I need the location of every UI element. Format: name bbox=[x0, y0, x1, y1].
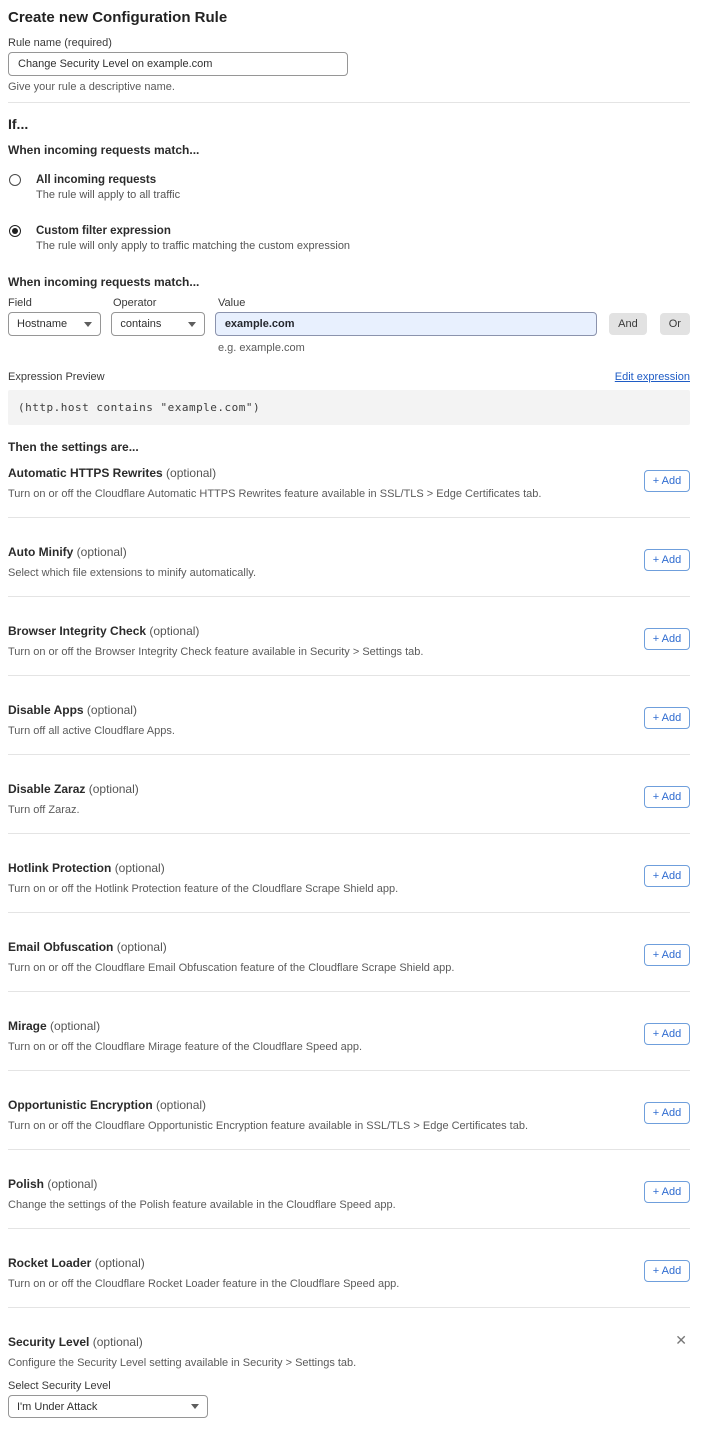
setting-name: Browser Integrity Check bbox=[8, 624, 147, 638]
chevron-down-icon bbox=[84, 322, 92, 327]
add-button[interactable]: + Add bbox=[644, 1102, 690, 1124]
rule-name-hint: Give your rule a descriptive name. bbox=[8, 81, 175, 93]
field-label: Field bbox=[8, 297, 32, 309]
setting-name: Email Obfuscation bbox=[8, 940, 114, 954]
setting-description: Turn off all active Cloudflare Apps. bbox=[8, 725, 175, 737]
if-heading: If... bbox=[8, 116, 29, 132]
setting-description: Turn on or off the Cloudflare Email Obfuscation feature of the Cloudflare Scrape Shield app. bbox=[8, 962, 455, 974]
setting-optional-label: (optional) bbox=[50, 1019, 101, 1033]
security-level-description: Configure the Security Level setting available in Security > Settings tab. bbox=[8, 1357, 357, 1369]
field-select[interactable] bbox=[8, 312, 101, 336]
setting-optional-label: (optional) bbox=[114, 861, 165, 875]
setting-name: Mirage bbox=[8, 1019, 47, 1033]
expression-builder-row bbox=[8, 312, 690, 336]
setting-optional-label: (optional) bbox=[47, 1177, 98, 1191]
expression-preview-code: (http.host contains "example.com") bbox=[8, 390, 690, 425]
setting-row bbox=[8, 1150, 690, 1229]
setting-optional-label: (optional) bbox=[76, 545, 127, 559]
or-button[interactable]: Or bbox=[660, 313, 690, 335]
radio-label: Custom filter expression bbox=[36, 225, 171, 237]
rule-name-input[interactable] bbox=[8, 52, 348, 76]
setting-name: Security Level bbox=[8, 1335, 90, 1349]
operator-label: Operator bbox=[113, 297, 157, 309]
setting-name: Opportunistic Encryption bbox=[8, 1098, 153, 1112]
add-button[interactable]: + Add bbox=[644, 549, 690, 571]
then-settings-heading: Then the settings are... bbox=[8, 440, 139, 454]
incoming-requests-subheading: When incoming requests match... bbox=[8, 143, 200, 157]
setting-name: Disable Zaraz bbox=[8, 782, 86, 796]
setting-row bbox=[8, 676, 690, 755]
security-level-section bbox=[8, 1308, 690, 1418]
setting-name: Automatic HTTPS Rewrites bbox=[8, 466, 163, 480]
section-divider bbox=[8, 102, 690, 103]
setting-name: Hotlink Protection bbox=[8, 861, 112, 875]
value-input[interactable] bbox=[215, 312, 597, 336]
security-select-label: Select Security Level bbox=[8, 1380, 111, 1392]
radio-option[interactable] bbox=[8, 224, 690, 253]
settings-list bbox=[8, 454, 690, 1308]
setting-row bbox=[8, 992, 690, 1071]
setting-optional-label: (optional) bbox=[149, 624, 200, 638]
add-button[interactable]: + Add bbox=[644, 1181, 690, 1203]
expression-builder-labels bbox=[8, 297, 690, 309]
setting-description: Change the settings of the Polish feature available in the Cloudflare Speed app. bbox=[8, 1199, 396, 1211]
chevron-down-icon bbox=[191, 1404, 199, 1409]
setting-optional-label: (optional) bbox=[94, 1256, 145, 1270]
security-level-select-value: I'm Under Attack bbox=[17, 1400, 98, 1413]
add-button[interactable]: + Add bbox=[644, 707, 690, 729]
setting-name: Auto Minify bbox=[8, 545, 74, 559]
setting-optional-label: (optional) bbox=[86, 703, 137, 717]
setting-row bbox=[8, 834, 690, 913]
and-button[interactable]: And bbox=[609, 313, 647, 335]
setting-row bbox=[8, 1071, 690, 1150]
setting-optional-label: (optional) bbox=[156, 1098, 207, 1112]
setting-description: Turn on or off the Cloudflare Rocket Loader feature in the Cloudflare Speed app. bbox=[8, 1278, 400, 1290]
add-button[interactable]: + Add bbox=[644, 470, 690, 492]
setting-optional-label: (optional) bbox=[166, 466, 217, 480]
setting-optional-label: (optional) bbox=[92, 1335, 143, 1349]
add-button[interactable]: + Add bbox=[644, 628, 690, 650]
setting-optional-label: (optional) bbox=[88, 782, 139, 796]
security-level-select[interactable] bbox=[8, 1395, 208, 1418]
radio-label: All incoming requests bbox=[36, 174, 157, 186]
page-title: Create new Configuration Rule bbox=[8, 9, 228, 26]
rule-name-label: Rule name (required) bbox=[8, 37, 112, 49]
setting-description: Turn on or off the Browser Integrity Check feature available in Security > Settings tab. bbox=[8, 646, 424, 658]
add-button[interactable]: + Add bbox=[644, 1023, 690, 1045]
expression-match-heading: When incoming requests match... bbox=[8, 275, 200, 289]
setting-description: Select which file extensions to minify automatically. bbox=[8, 567, 257, 579]
add-button[interactable]: + Add bbox=[644, 865, 690, 887]
operator-select-value: contains bbox=[120, 318, 162, 330]
radio-option[interactable] bbox=[8, 173, 690, 202]
add-button[interactable]: + Add bbox=[644, 786, 690, 808]
value-label: Value bbox=[218, 297, 246, 309]
add-button[interactable]: + Add bbox=[644, 1260, 690, 1282]
radio-description: The rule will apply to all traffic bbox=[36, 189, 181, 201]
setting-name: Rocket Loader bbox=[8, 1256, 92, 1270]
setting-description: Turn on or off the Cloudflare Opportunistic Encryption feature available in SSL/TLS > Edge Certificates tab. bbox=[8, 1120, 529, 1132]
security-level-title bbox=[8, 1332, 690, 1350]
request-match-radio-group bbox=[8, 173, 690, 253]
chevron-down-icon bbox=[188, 322, 196, 327]
close-icon[interactable]: ✕ bbox=[675, 1332, 687, 1348]
setting-row bbox=[8, 755, 690, 834]
setting-row bbox=[8, 518, 690, 597]
setting-row bbox=[8, 1229, 690, 1308]
expression-preview-label: Expression Preview bbox=[8, 371, 105, 383]
setting-description: Turn off Zaraz. bbox=[8, 804, 80, 816]
setting-row bbox=[8, 597, 690, 676]
setting-description: Turn on or off the Cloudflare Mirage feature of the Cloudflare Speed app. bbox=[8, 1041, 363, 1053]
operator-select[interactable] bbox=[111, 312, 204, 336]
radio-button[interactable] bbox=[9, 174, 21, 186]
setting-optional-label: (optional) bbox=[116, 940, 167, 954]
edit-expression-link[interactable]: Edit expression bbox=[614, 371, 690, 383]
setting-row bbox=[8, 454, 690, 518]
radio-button[interactable] bbox=[9, 225, 21, 237]
add-button[interactable]: + Add bbox=[644, 944, 690, 966]
radio-description: The rule will only apply to traffic matching the custom expression bbox=[36, 240, 351, 252]
setting-description: Turn on or off the Cloudflare Automatic HTTPS Rewrites feature available in SSL/TLS > Edge Certificates tab. bbox=[8, 488, 542, 500]
setting-description: Turn on or off the Hotlink Protection feature of the Cloudflare Scrape Shield app. bbox=[8, 883, 399, 895]
setting-row bbox=[8, 913, 690, 992]
field-select-value: Hostname bbox=[17, 318, 68, 330]
setting-name: Disable Apps bbox=[8, 703, 84, 717]
setting-name: Polish bbox=[8, 1177, 45, 1191]
expression-preview-header bbox=[8, 371, 690, 383]
value-hint: e.g. example.com bbox=[218, 342, 305, 354]
